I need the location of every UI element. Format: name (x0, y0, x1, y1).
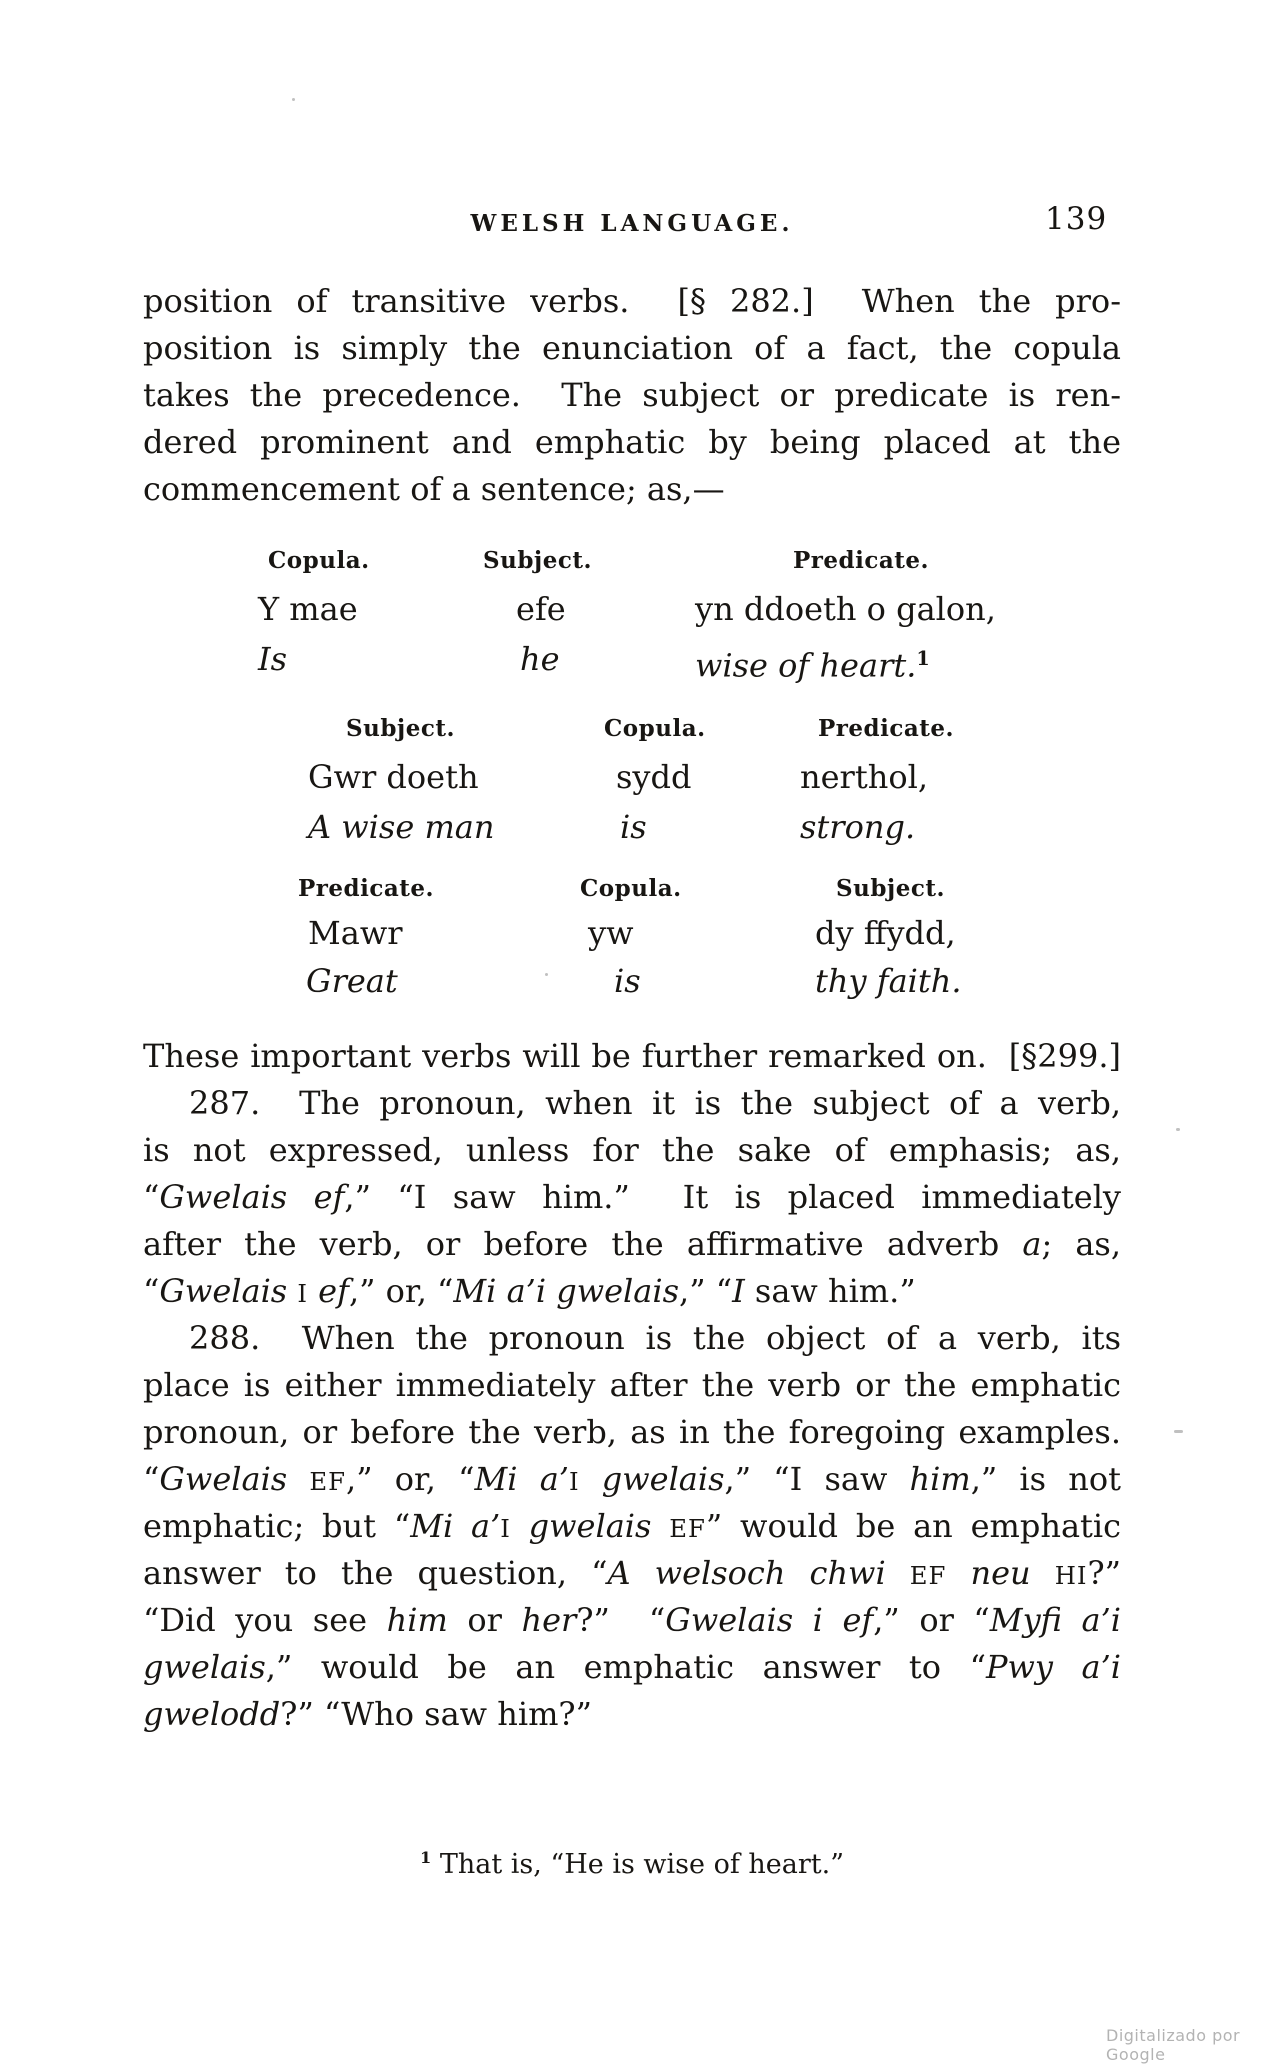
table-header: Predicate. (818, 715, 955, 742)
table-cell: Gwr doeth (308, 758, 479, 796)
text-line: “Gwelais EF,” or, “Mi a’I gwelais,” “I saw him,” is not (143, 1460, 1121, 1498)
scan-speck (545, 973, 548, 976)
table-cell: wise of heart.$^1$ (695, 646, 930, 685)
paragraph-body (143, 1033, 1121, 1738)
table-cell: yn ddoeth o galon, (695, 590, 996, 628)
table-header: Subject. (836, 875, 946, 902)
table-cell: dy ffydd, (815, 914, 956, 952)
text-line: gwelais,” would be an emphatic answer to “Pwy a’i (143, 1648, 1122, 1686)
scan-watermark: Digitalizado por Google (1106, 2026, 1241, 2064)
scan-speck (292, 98, 295, 101)
table-cell: thy faith. (815, 962, 962, 1000)
table-cell: Great (306, 962, 398, 1000)
table-header: Predicate. (298, 875, 435, 902)
table-cell: he (520, 640, 560, 678)
text-line: answer to the question, “A welsoch chwi EF neu HI?” (143, 1554, 1122, 1592)
example-table-2 (0, 716, 1280, 876)
text-line: emphatic; but “Mi a’I gwelais EF” would be an emphatic (143, 1507, 1122, 1545)
text-line: These important verbs will be further remarked on. [§299.] (143, 1037, 1121, 1075)
text-line: gwelodd?” “Who saw him?” (143, 1695, 592, 1733)
text-line: is not expressed, unless for the sake of emphasis; as, (143, 1131, 1121, 1169)
example-table-3 (0, 876, 1280, 1036)
table-cell: is (614, 962, 641, 1000)
table-cell: yw (588, 914, 634, 952)
table-header: Predicate. (793, 547, 930, 574)
table-header: Copula. (580, 875, 682, 902)
paragraph-intro (143, 278, 1121, 513)
scan-speck (1176, 1128, 1180, 1131)
table-header: Copula. (268, 547, 370, 574)
table-cell: strong. (800, 808, 916, 846)
text-line: after the verb, or before the affirmative adverb a; as, (143, 1225, 1122, 1263)
footnote: $^1$ That is, “He is wise of heart.” (419, 1848, 845, 1880)
text-line: “Gwelais ef,” “I saw him.” It is placed immediately (143, 1178, 1121, 1216)
scan-speck (1174, 1430, 1183, 1433)
text-line: 288. When the pronoun is the object of a verb, its (189, 1319, 1121, 1357)
table-cell: Y mae (258, 590, 358, 628)
text-line: position of transitive verbs. [§ 282.] When the pro- (143, 282, 1121, 320)
text-line: “Did you see him or her?” “Gwelais i ef,” or “Myfi a’i (143, 1601, 1122, 1639)
text-line: commencement of a sentence; as,— (143, 470, 725, 508)
text-line: takes the precedence. The subject or predicate is ren- (143, 376, 1121, 414)
table-cell: A wise man (308, 808, 495, 846)
table-header: Subject. (483, 547, 593, 574)
running-header: WELSH LANGUAGE. (470, 210, 794, 237)
text-line: position is simply the enunciation of a fact, the copula (143, 329, 1121, 367)
text-line: 287. The pronoun, when it is the subject of a verb, (189, 1084, 1121, 1122)
table-cell: sydd (616, 758, 692, 796)
text-line: “Gwelais I ef,” or, “Mi a’i gwelais,” “I saw him.” (143, 1272, 916, 1310)
example-table-1 (0, 548, 1280, 708)
text-line: dered prominent and emphatic by being placed at the (143, 423, 1121, 461)
table-cell: Mawr (308, 914, 403, 952)
table-header: Subject. (346, 715, 456, 742)
text-line: place is either immediately after the verb or the emphatic (143, 1366, 1121, 1404)
page-number: 139 (1045, 201, 1108, 237)
table-cell: Is (258, 640, 288, 678)
table-cell: is (620, 808, 647, 846)
table-cell: efe (516, 590, 566, 628)
table-cell: nerthol, (800, 758, 928, 796)
text-line: pronoun, or before the verb, as in the foregoing examples. (143, 1413, 1121, 1451)
table-header: Copula. (604, 715, 706, 742)
